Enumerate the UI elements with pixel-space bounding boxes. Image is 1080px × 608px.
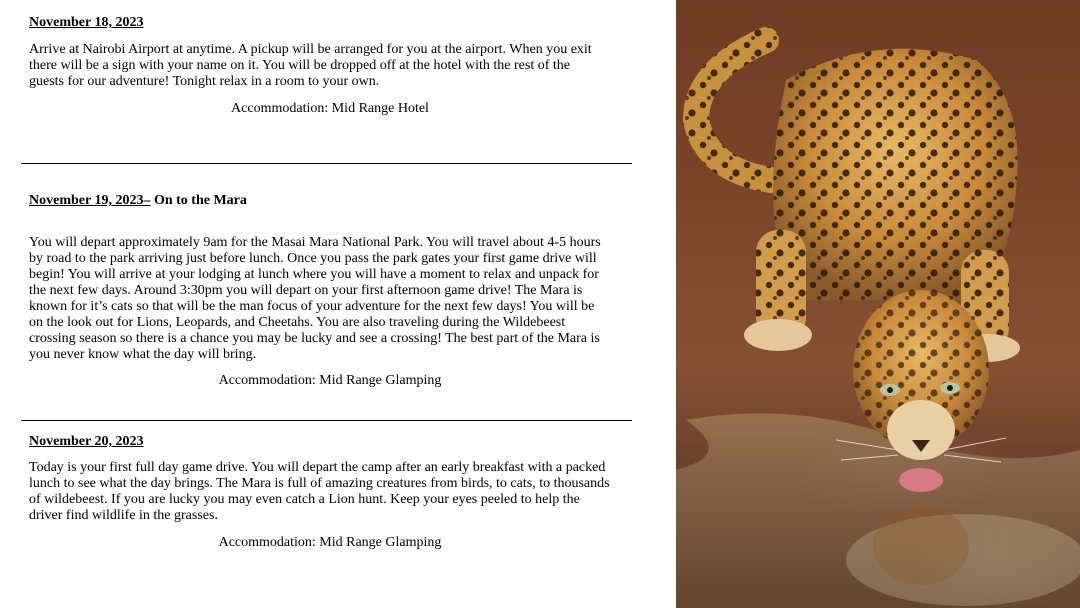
day-2-date: November 19, 2023– bbox=[29, 193, 151, 208]
day-2-line: the next few days. Around 3:30pm you will depart on your first afternoon game drive! The Mara is bbox=[29, 283, 583, 298]
day-2-title-suffix: On to the Mara bbox=[150, 193, 247, 208]
leopard-illustration bbox=[676, 0, 1080, 608]
day-2-line: begin! You will arrive at your lodging at lunch where you will have a moment to relax and unpack for bbox=[29, 267, 599, 282]
day-2-line: by road to the park arriving just before lunch. Once you pass the park gates your first game drive will bbox=[29, 251, 597, 266]
day-1-date: November 18, 2023 bbox=[29, 15, 144, 30]
day-3-accommodation: Accommodation: Mid Range Glamping bbox=[218, 535, 442, 550]
day-3-description bbox=[29, 460, 641, 524]
day-2-description bbox=[29, 235, 641, 363]
day-1-line: guests for our adventure! Tonight relax in a room to your own. bbox=[29, 74, 380, 89]
day-2-line: crossing season so there is a chance you may be lucky and see a crossing! The best part of the Mara is bbox=[29, 331, 600, 346]
day-2-line: you never know what the day will bring. bbox=[29, 347, 257, 362]
day-3-date: November 20, 2023 bbox=[29, 434, 144, 449]
day-2-title bbox=[29, 192, 247, 209]
day-2-line: known for it’s cats so that will be the man focus of your adventure for the next few days! You will be bbox=[29, 299, 595, 314]
day-1-description bbox=[29, 42, 641, 90]
day-2-line: on the look out for Lions, Leopards, and Cheetahs. You are also traveling during the Wildebeest bbox=[29, 315, 566, 330]
day-1-line: Arrive at Nairobi Airport at anytime. A pickup will be arranged for you at the airport. When you exit bbox=[29, 42, 592, 57]
leopard-photo bbox=[676, 0, 1080, 608]
day-3-line: driver find wildlife in the grasses. bbox=[29, 508, 218, 523]
day-3-line: lunch to see what the day brings. The Mara is full of amazing creatures from birds, to cats, to thousands bbox=[29, 476, 610, 491]
day-3-title bbox=[29, 433, 143, 450]
section-divider bbox=[21, 420, 632, 421]
day-3-line: of wildebeest. If you are lucky you may even catch a Lion hunt. Keep your eyes peeled to help the bbox=[29, 492, 580, 507]
section-divider bbox=[21, 163, 632, 164]
day-3-line: Today is your first full day game drive. You will depart the camp after an early breakfast with a packed bbox=[29, 460, 606, 475]
day-1-line: there will be a sign with your name on it. You will be dropped off at the hotel with the rest of the bbox=[29, 58, 570, 73]
day-1-title bbox=[29, 14, 143, 31]
day-2-accommodation: Accommodation: Mid Range Glamping bbox=[218, 373, 442, 388]
day-1-accommodation: Accommodation: Mid Range Hotel bbox=[231, 101, 429, 116]
day-2-line: You will depart approximately 9am for the Masai Mara National Park. You will travel about 4-5 hours bbox=[29, 235, 601, 250]
